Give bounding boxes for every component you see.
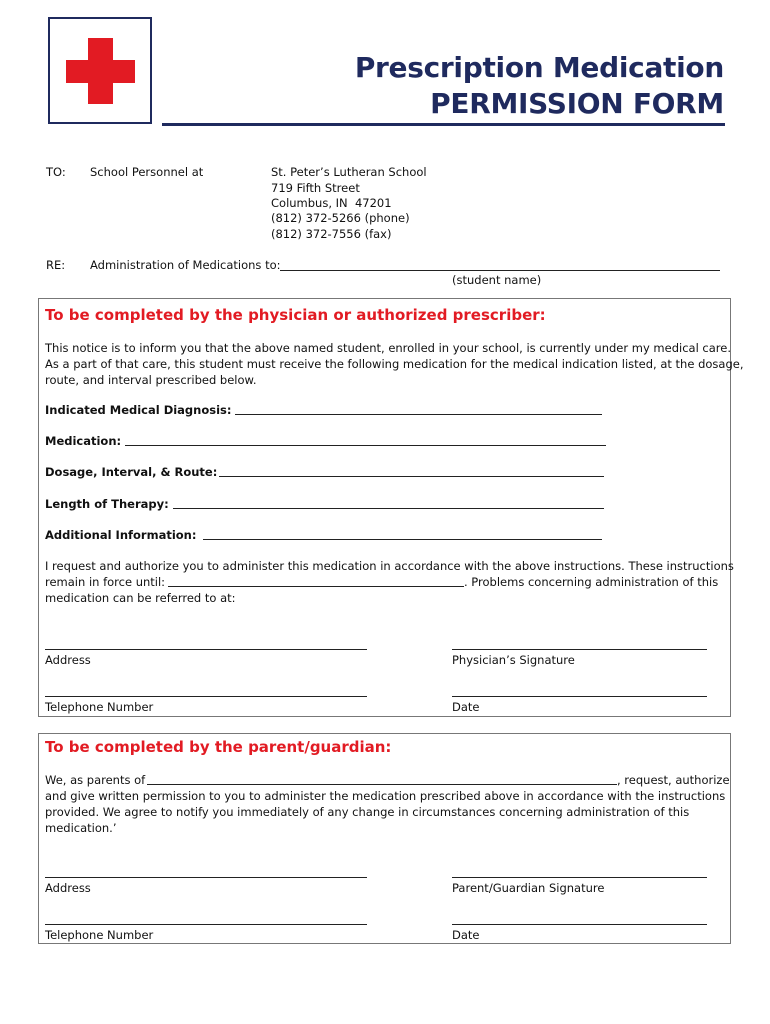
physician-section-title: To be completed by the physician or authorized prescriber: (45, 306, 546, 324)
request-line1: I request and authorize you to administer this medication in accordance with the above instructions. These instructions (45, 559, 734, 573)
school-fax: (812) 372-7556 (fax) (271, 227, 392, 241)
parent-text-line3: provided. We agree to notify you immediately of any change in circumstances concerning administration of this (45, 805, 690, 819)
red-cross-logo (48, 17, 152, 124)
dosage-label: Dosage, Interval, & Route: (45, 465, 218, 479)
notice-line2: As a part of that care, this student must receive the following medication for the medical indication listed, at the dosage, (45, 357, 744, 371)
therapy-length-label: Length of Therapy: (45, 497, 169, 511)
school-city: Columbus, IN 47201 (271, 196, 392, 210)
medication-field[interactable] (125, 445, 606, 446)
physician-date-field[interactable] (452, 696, 707, 697)
medication-label: Medication: (45, 434, 122, 448)
parent-text-line2: and give written permission to you to administer the medication prescribed above in accordance with the instructions (45, 789, 726, 803)
physician-signature-field[interactable] (452, 649, 707, 650)
parent-phone-field[interactable] (45, 924, 367, 925)
parent-address-label: Address (45, 881, 91, 895)
to-label: TO: (46, 165, 66, 179)
parent-phone-label: Telephone Number (45, 928, 154, 942)
physician-address-label: Address (45, 653, 91, 667)
physician-signature-label: Physician’s Signature (452, 653, 575, 667)
re-label: RE: (46, 258, 66, 272)
red-cross-icon-bar (66, 60, 135, 83)
title-underline (162, 123, 725, 126)
school-name: St. Peter’s Lutheran School (271, 165, 427, 179)
parent-section-title: To be completed by the parent/guardian: (45, 738, 392, 756)
parent-signature-label: Parent/Guardian Signature (452, 881, 605, 895)
student-name-caption: (student name) (452, 273, 542, 287)
physician-date-label: Date (452, 700, 480, 714)
dosage-field[interactable] (219, 476, 604, 477)
parent-date-label: Date (452, 928, 480, 942)
request-line3: medication can be referred to at: (45, 591, 236, 605)
form-title-line2: PERMISSION FORM (430, 87, 724, 120)
parent-student-name-field[interactable] (147, 784, 617, 785)
parent-text-line4: medication.’ (45, 821, 117, 835)
parent-address-field[interactable] (45, 877, 367, 878)
form-title-line1: Prescription Medication (354, 51, 724, 84)
parent-text-line1-start: We, as parents of (45, 773, 146, 787)
school-street: 719 Fifth Street (271, 181, 360, 195)
therapy-length-field[interactable] (173, 508, 604, 509)
parent-section (38, 733, 731, 944)
physician-phone-field[interactable] (45, 696, 367, 697)
notice-line1: This notice is to inform you that the above named student, enrolled in your school, is currently under my medical care. (45, 341, 731, 355)
parent-signature-field[interactable] (452, 877, 707, 878)
student-name-field[interactable] (280, 270, 720, 271)
diagnosis-field[interactable] (235, 414, 602, 415)
to-value: School Personnel at (90, 165, 204, 179)
notice-line3: route, and interval prescribed below. (45, 373, 257, 387)
school-phone: (812) 372-5266 (phone) (271, 211, 410, 225)
physician-phone-label: Telephone Number (45, 700, 154, 714)
request-line2-start: remain in force until: (45, 575, 166, 589)
parent-text-line1-end: , request, authorize (617, 773, 730, 787)
physician-address-field[interactable] (45, 649, 367, 650)
additional-info-label: Additional Information: (45, 528, 197, 542)
expiration-date-field[interactable] (168, 586, 464, 587)
re-value: Administration of Medications to: (90, 258, 281, 272)
diagnosis-label: Indicated Medical Diagnosis: (45, 403, 232, 417)
parent-date-field[interactable] (452, 924, 707, 925)
request-line2-end: . Problems concerning administration of this (464, 575, 719, 589)
additional-info-field[interactable] (203, 539, 602, 540)
